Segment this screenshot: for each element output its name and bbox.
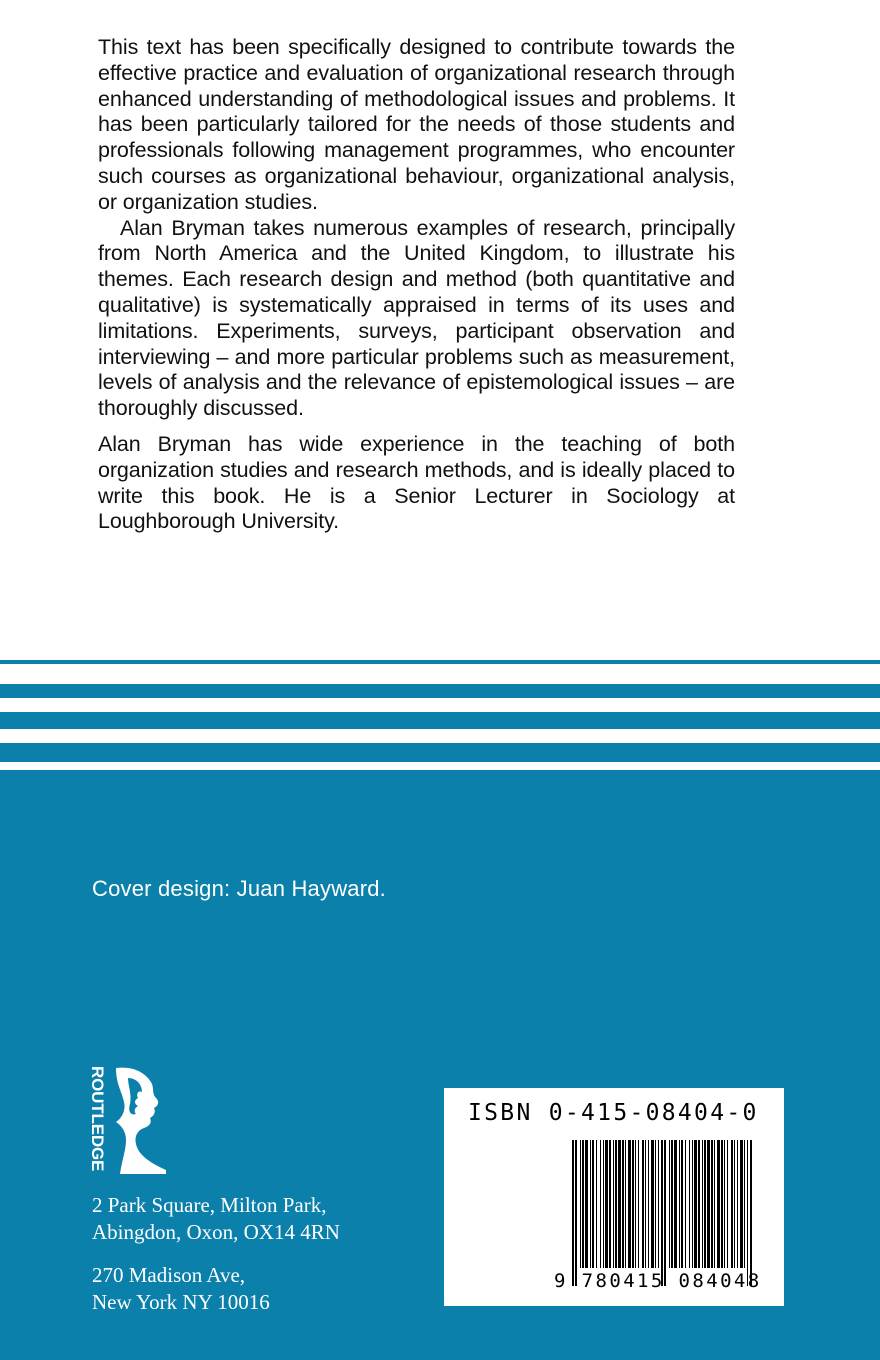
barcode-bar	[740, 1140, 743, 1268]
barcode-bar	[694, 1140, 697, 1268]
barcode-bar	[747, 1140, 748, 1286]
barcode-bar	[625, 1140, 626, 1268]
barcode-bar	[724, 1140, 725, 1268]
barcode-bar	[714, 1140, 715, 1268]
barcode-bar	[721, 1140, 723, 1268]
stripe-1	[0, 660, 880, 664]
barcode-bar	[572, 1140, 574, 1286]
back-cover-blurb	[98, 35, 735, 535]
barcode-bar	[658, 1140, 659, 1268]
barcode-bar	[651, 1140, 654, 1268]
stripe-2	[0, 684, 880, 698]
barcode-bar	[674, 1140, 677, 1268]
barcode-bar	[711, 1140, 713, 1268]
barcode-bar	[596, 1140, 597, 1268]
barcode-bar	[704, 1140, 706, 1268]
barcode-bar	[603, 1140, 604, 1268]
barcode-bar	[638, 1140, 639, 1268]
barcode-bar	[618, 1140, 621, 1268]
address-us-line-1: 270 Madison Ave,	[92, 1263, 246, 1287]
barcode-bar	[580, 1140, 581, 1268]
barcode-bar	[615, 1140, 617, 1268]
barcode-box	[444, 1088, 784, 1306]
barcode-bar	[582, 1140, 584, 1268]
address-uk-line-1: 2 Park Square, Milton Park,	[92, 1193, 327, 1217]
barcode-bar	[727, 1140, 728, 1268]
routledge-logo	[86, 1064, 172, 1176]
barcode-bar	[628, 1140, 631, 1268]
barcode-bar	[635, 1140, 636, 1268]
barcode-bar	[664, 1140, 666, 1286]
barcode-bar	[575, 1140, 577, 1286]
barcode-number: 9 780415 084048	[554, 1270, 762, 1292]
barcode-bar	[590, 1140, 591, 1268]
barcode-bar	[632, 1140, 634, 1268]
barcode-bar	[734, 1140, 735, 1268]
barcode-bar	[613, 1140, 614, 1268]
routledge-profile-icon	[116, 1068, 166, 1174]
barcode-bar	[609, 1140, 611, 1268]
barcode-bar	[737, 1140, 738, 1268]
barcode-bar	[681, 1140, 683, 1268]
barcode-bar	[669, 1140, 670, 1268]
barcode-bar	[717, 1140, 720, 1268]
barcode-bar	[642, 1140, 644, 1268]
barcode-bar	[655, 1140, 656, 1268]
barcode-bars	[572, 1140, 758, 1290]
barcode-bar	[648, 1140, 649, 1268]
barcode-bar	[731, 1140, 733, 1268]
blurb-paragraph-1: This text has been specifically designed to contribute towards the effective practice and evaluation of organizational research through enhanced understanding of methodological issues and problems. It has been particularly tailored for the needs of those students and professionals following management programmes, who encounter such courses as organizational behaviour, organizational analysis, or organization studies.	[98, 35, 735, 214]
author-bio: Alan Bryman has wide experience in the teaching of both organization studies and research methods, and is ideally placed to write this book. He is a Senior Lecturer in Sociology at Loughborough University.	[98, 431, 735, 534]
barcode-bar	[600, 1140, 601, 1268]
stripe-3	[0, 712, 880, 729]
barcode-bar	[622, 1140, 624, 1268]
barcode-bar	[685, 1140, 686, 1268]
barcode-bar	[661, 1140, 663, 1286]
barcode-bar	[692, 1140, 693, 1268]
address-us-line-2: New York NY 10016	[92, 1290, 270, 1314]
barcode-bar	[645, 1140, 646, 1268]
barcode-bar	[744, 1140, 745, 1268]
barcode-bar	[671, 1140, 673, 1268]
address-uk-line-2: Abingdon, Oxon, OX14 4RN	[92, 1220, 340, 1244]
cover-design-credit: Cover design: Juan Hayward.	[92, 876, 386, 901]
barcode-bar	[750, 1140, 752, 1286]
barcode-bar	[702, 1140, 703, 1268]
barcode-bar	[707, 1140, 710, 1268]
address-uk	[92, 1192, 340, 1246]
barcode-bar	[698, 1140, 700, 1268]
isbn-label: ISBN 0-415-08404-0	[468, 1100, 759, 1126]
barcode-bar	[689, 1140, 690, 1268]
barcode-bar	[592, 1140, 594, 1268]
barcode-bar	[605, 1140, 608, 1268]
barcode-bar	[585, 1140, 588, 1268]
blurb-paragraph-2: Alan Bryman takes numerous examples of research, principally from North America and the United Kingdom, to illustrate his themes. Each research design and method (both quantitative and qualitative) is systematically appraised in terms of its uses and limitations. Experiments, surveys, participant observation and interviewing – and more particular problems such as measurement, levels of analysis and the relevance of epistemological issues – are thoroughly discussed.	[98, 215, 735, 421]
stripe-4	[0, 743, 880, 762]
routledge-logo-text: ROUTLEDGE	[88, 1066, 107, 1172]
address-us	[92, 1262, 270, 1316]
barcode-bar	[679, 1140, 680, 1268]
